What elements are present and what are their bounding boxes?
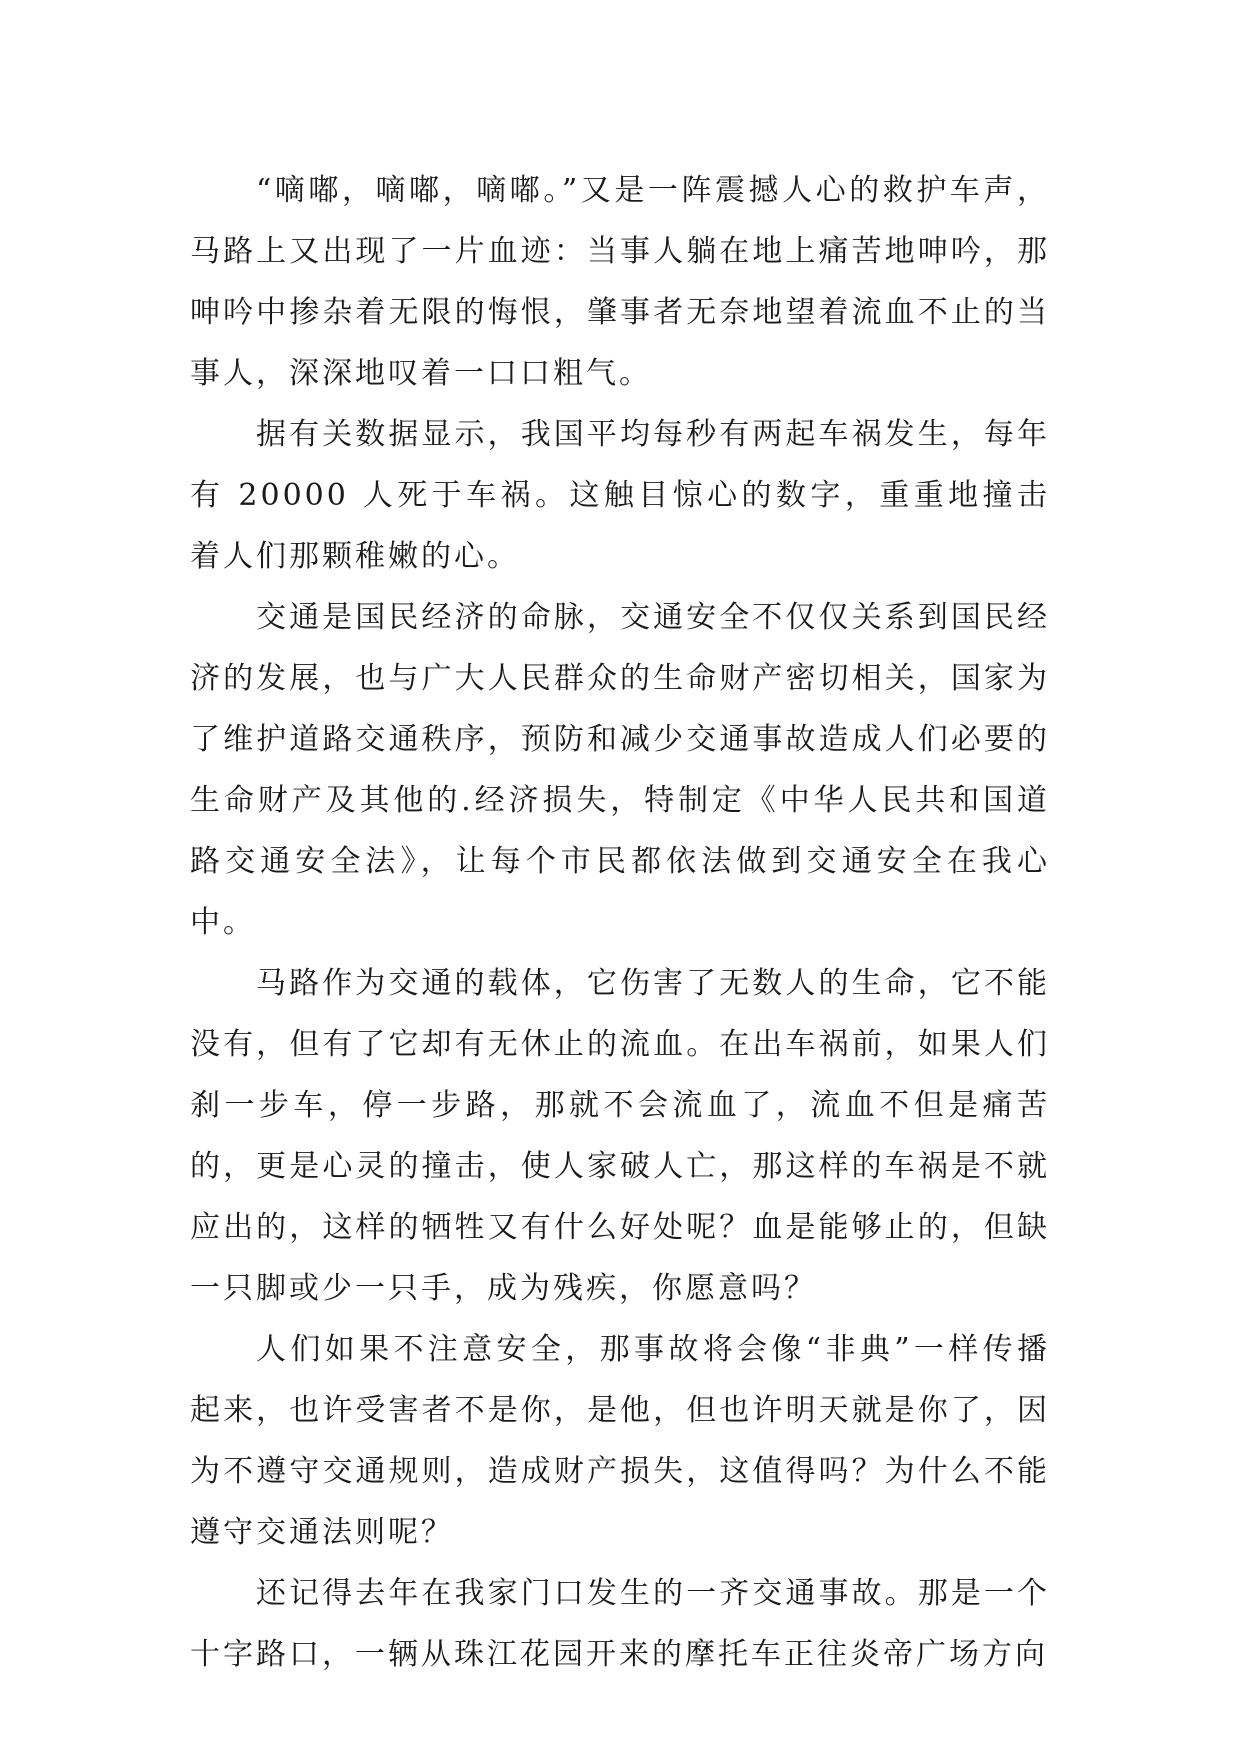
article-body [190,160,1050,1685]
paragraph-1: “嘀嘟，嘀嘟，嘀嘟。”又是一阵震撼人心的救护车声，马路上又出现了一片血迹：当事人躺在地上痛苦地呻吟，那呻吟中掺杂着无限的悔恨，肇事者无奈地望着流血不止的当事人，深深地叹着一口口粗气。 [190,173,1050,391]
paragraph-2: 据有关数据显示，我国平均每秒有两起车祸发生，每年有 20000 人死于车祸。这触目惊心的数字，重重地撞击着人们那颗稚嫩的心。 [190,417,1050,574]
paragraph-5: 人们如果不注意安全，那事故将会像“非典”一样传播起来，也许受害者不是你，是他，但也许明天就是你了，因为不遵守交通规则，造成财产损失，这值得吗？为什么不能遵守交通法则呢？ [190,1332,1050,1550]
paragraph-6: 还记得去年在我家门口发生的一齐交通事故。那是一个十字路口，一辆从珠江花园开来的摩托车正往炎帝广场方向 [190,1576,1050,1672]
paragraph-3: 交通是国民经济的命脉，交通安全不仅仅关系到国民经济的发展，也与广大人民群众的生命财产密切相关，国家为了维护道路交通秩序，预防和减少交通事故造成人们必要的生命财产及其他的.经济损失，特制定《中华人民共和国道路交通安全法》，让每个市民都依法做到交通安全在我心中。 [190,600,1050,940]
paragraph-4: 马路作为交通的载体，它伤害了无数人的生命，它不能没有，但有了它却有无休止的流血。在出车祸前，如果人们刹一步车，停一步路，那就不会流血了，流血不但是痛苦的，更是心灵的撞击，使人家破人亡，那这样的车祸是不就应出的，这样的牺牲又有什么好处呢？血是能够止的，但缺一只脚或少一只手，成为残疾，你愿意吗？ [190,966,1050,1306]
